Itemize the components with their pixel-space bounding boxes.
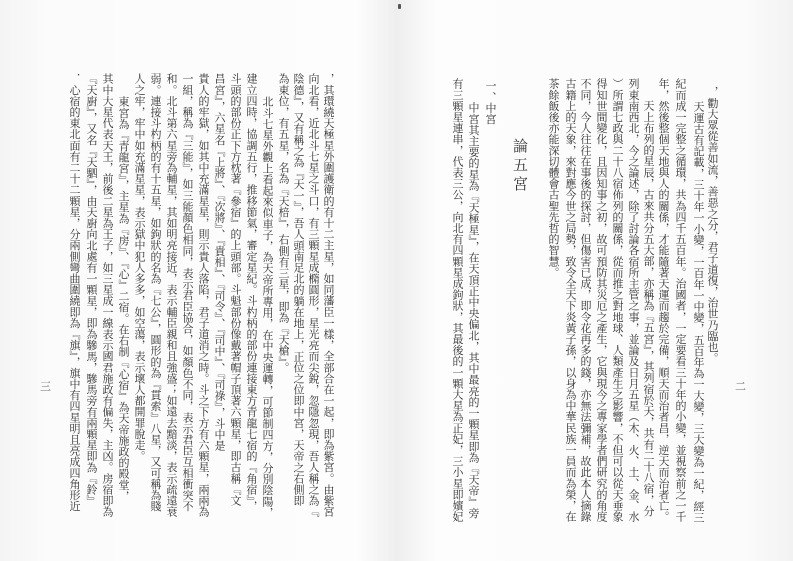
text-column: 建立四時，協調五行，推移節氣，審定星紀。斗杓柄的部份連接東方青龍七宿的『角宿』， xyxy=(245,73,258,512)
text-column: 得知世間變化，且因知事之初，故可預防其災厄之產生，它與現今之專家學者們研究的角度 xyxy=(595,78,608,522)
text-column: 弱。連接斗杓柄的有十五星，如鉤狀的名為『七公』，圓形的為『貫索』八星，又可稱為賤 xyxy=(149,73,162,512)
text-column: ，其環繞天極星外圍護衛的有十二主星，如同藩臣一樣，全部合在一起，即為紫宮。由紫宮 xyxy=(322,73,335,517)
text-column: 天運古有記載，三十年一小變，一百年一中變，五百年為一大變，三大變為一紀，經三 xyxy=(692,101,705,523)
section-title: 論五宮 xyxy=(511,138,529,195)
text-column: 人之牢，牢中如充滿星星，表示獄中犯人多多，如空蕩，表示壞人都開罪脫走。 xyxy=(133,73,146,462)
text-column: ，勸大眾從善如流，善惡之分，君子道復，治世乃臨也。 xyxy=(706,86,719,364)
text-column: 不同，今人往往在事後的探討，但傷害已成，即令花再多的錢，亦無法彌補，故此本人摘錄 xyxy=(579,78,592,522)
text-column: 陰德』，又有稱之為『天一』，吾人頭南足北的躺在地上，正位之位即中宮，天帝之右側即 xyxy=(292,73,305,506)
text-column: 中宮其主要的星為『天極星』，在天頂正中央偏北，其中最亮的一顆星即為『天帝』旁 xyxy=(467,102,480,519)
text-column: 北斗七星外觀上看起來似車子，為天帝所專用，在中央運轉，可節制四方，分別陰陽， xyxy=(261,96,274,518)
text-column: 為東位，有五星，名為『天棓』，右側有三星，即為『天槍』。 xyxy=(277,73,290,373)
text-column: 年，然後整個天地與人的關係，才能隨著天運而趨於完備，順天而治者昌，逆天而治者亡。 xyxy=(657,78,670,522)
text-column: 貴人的牢獄，如其中充滿星星，則示貴人落陷，君子道消之時。斗之下方有六顆星，兩兩為 xyxy=(197,73,210,517)
text-column: 有三顆星連串，代表三公，向北有四顆星成鉤狀，其最後的一顆大星為正妃，三小星即嬪妃 xyxy=(451,78,464,522)
text-column: 向北看，近北斗七星之斗口，有三顆星成橢圓形，星光亮而尖銳，忽隱忽現，吾人稱之為『 xyxy=(307,73,320,517)
page-number: 二 xyxy=(735,380,746,393)
page-number: 三 xyxy=(40,380,51,393)
text-column: 古籍上的天象，來對應今世之局勢，致令全天下炎黃子孫，以身為中華民族一員而為榮，在 xyxy=(564,78,577,522)
text-column: ）所謂七政與二十八宿佈列的關係，從而推之對地球、人類產生之影響，不但可以從天垂象 xyxy=(611,78,624,522)
text-column: 昌宮』，六星名『上將』、『次將』、『貴相』、『司令』、『司中』、『司祿』，斗中是 xyxy=(213,73,226,451)
text-column: 東宮為『青龍宮』，主星為『房』、『心』二宿。在右制『心宿』為天帝施政的殿堂， xyxy=(117,96,130,502)
text-column: 斗頭的部份正下方枕著『參宿』的上頭部。斗魁部份像戴著帽子頂著六顆星，即古稱『文 xyxy=(229,73,242,506)
page-two xyxy=(397,0,793,561)
text-column: 一組，稱為『三能』，如三能顏色相同，表示君臣協合，如顏色不同，表示君臣互相衝突不 xyxy=(181,73,194,512)
subsection-heading: 一、中宮 xyxy=(484,80,497,125)
text-column: ．心宿的東北面有二十二顆星，分兩側彎曲圍繞即為『旗』，旗中有四星明且亮成四角形近 xyxy=(68,73,81,512)
text-column: 『天廚』，又名『天駟』，由天廚向北處有一顆星，即為驂馬，驂馬旁有兩顆星即為『鈴』 xyxy=(85,73,98,506)
text-column: 列東南西北，今之論述，除了討論各宿所主管之事，並論及日月五星（木、火、土、金、水 xyxy=(627,78,640,522)
text-column: 和。北斗第六星旁為輔星，其如明亮接近，表示輔臣親和且強盛；如遠去黯淡，表示疏遠衰 xyxy=(165,73,178,517)
text-column: 茶餘飯後亦能深切體會古聖先哲的智慧。 xyxy=(547,78,560,278)
text-column: 其中大星代表天王，前後二星為王子，如三星成一線表示國君施政有偏失，主凶。房宿即為 xyxy=(101,73,114,517)
text-column: 天上布列的星辰，古來共分五大部，亦稱為『五宮』，其列宿於天，共有二十八宿，分 xyxy=(642,100,655,517)
text-column: 紀而成一完整之循環，共為四千五百年。治國者，一定要看三十年的小變，並視察前之一千 xyxy=(674,78,687,522)
